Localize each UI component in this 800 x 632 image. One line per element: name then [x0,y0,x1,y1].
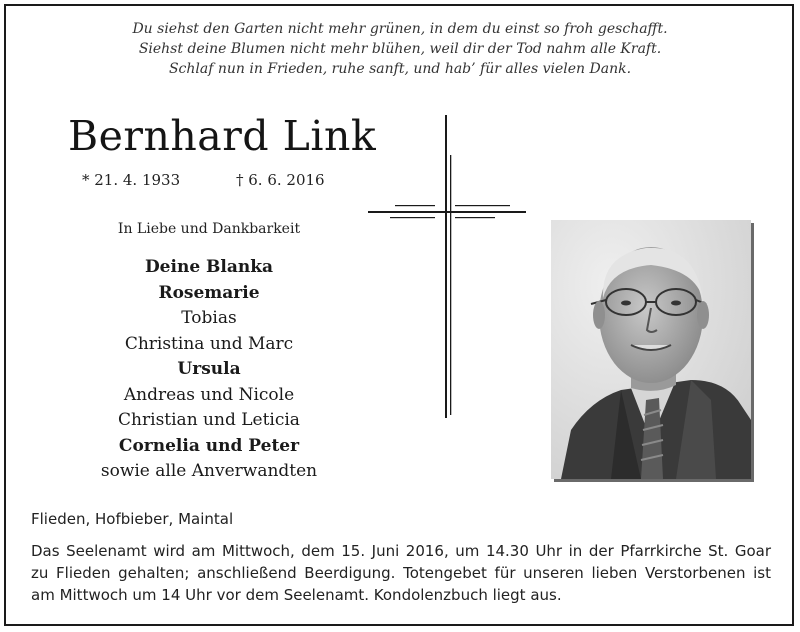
mourner-name: Rosemarie [158,282,260,303]
poem-line: Siehst deine Blumen nicht mehr blühen, weil dir der Tod nahm alle Kraft. [138,41,662,57]
death-date: † 6. 6. 2016 [236,171,325,189]
poem-line: Schlaf nun in Frieden, ruhe sanft, und hab’ für alles vielen Dank. [168,61,632,77]
notice-line: zu Flieden gehalten; anschließend Beerdigung. Totengebet für unseren lieben Verstorbenen ist [31,564,771,582]
mourner-name: Cornelia und Peter [118,435,300,456]
poem-line: Du siehst den Garten nicht mehr grünen, in dem du einst so froh geschafft. [132,21,668,37]
notice-line: am Mittwoch um 14 Uhr vor dem Seelenamt. Kondolenzbuch liegt aus. [31,586,562,604]
funeral-notice [31,540,771,606]
deceased-name: Bernhard Link [68,112,377,160]
mourner-name: Ursula [177,359,241,379]
birth-date: * 21. 4. 1933 [82,171,181,189]
mourner-name: Christina und Marc [124,333,294,354]
mourner-name: Christian und Leticia [118,410,300,430]
mourner-name: sowie alle Anverwandten [100,461,318,481]
mourner-name: Deine Blanka [144,257,274,277]
notice-line: Das Seelenamt wird am Mittwoch, dem 15. Juni 2016, um 14.30 Uhr in der Pfarrkirche St. Goar [31,542,771,560]
mourner-name: Andreas und Nicole [123,384,295,405]
poem [0,19,800,79]
mourners-intro: In Liebe und Dankbarkeit [117,221,301,237]
portrait-photo [551,220,751,479]
places-line: Flieden, Hofbieber, Maintal [31,510,234,528]
mourner-name: Tobias [181,308,237,328]
mourners-list [0,255,418,485]
